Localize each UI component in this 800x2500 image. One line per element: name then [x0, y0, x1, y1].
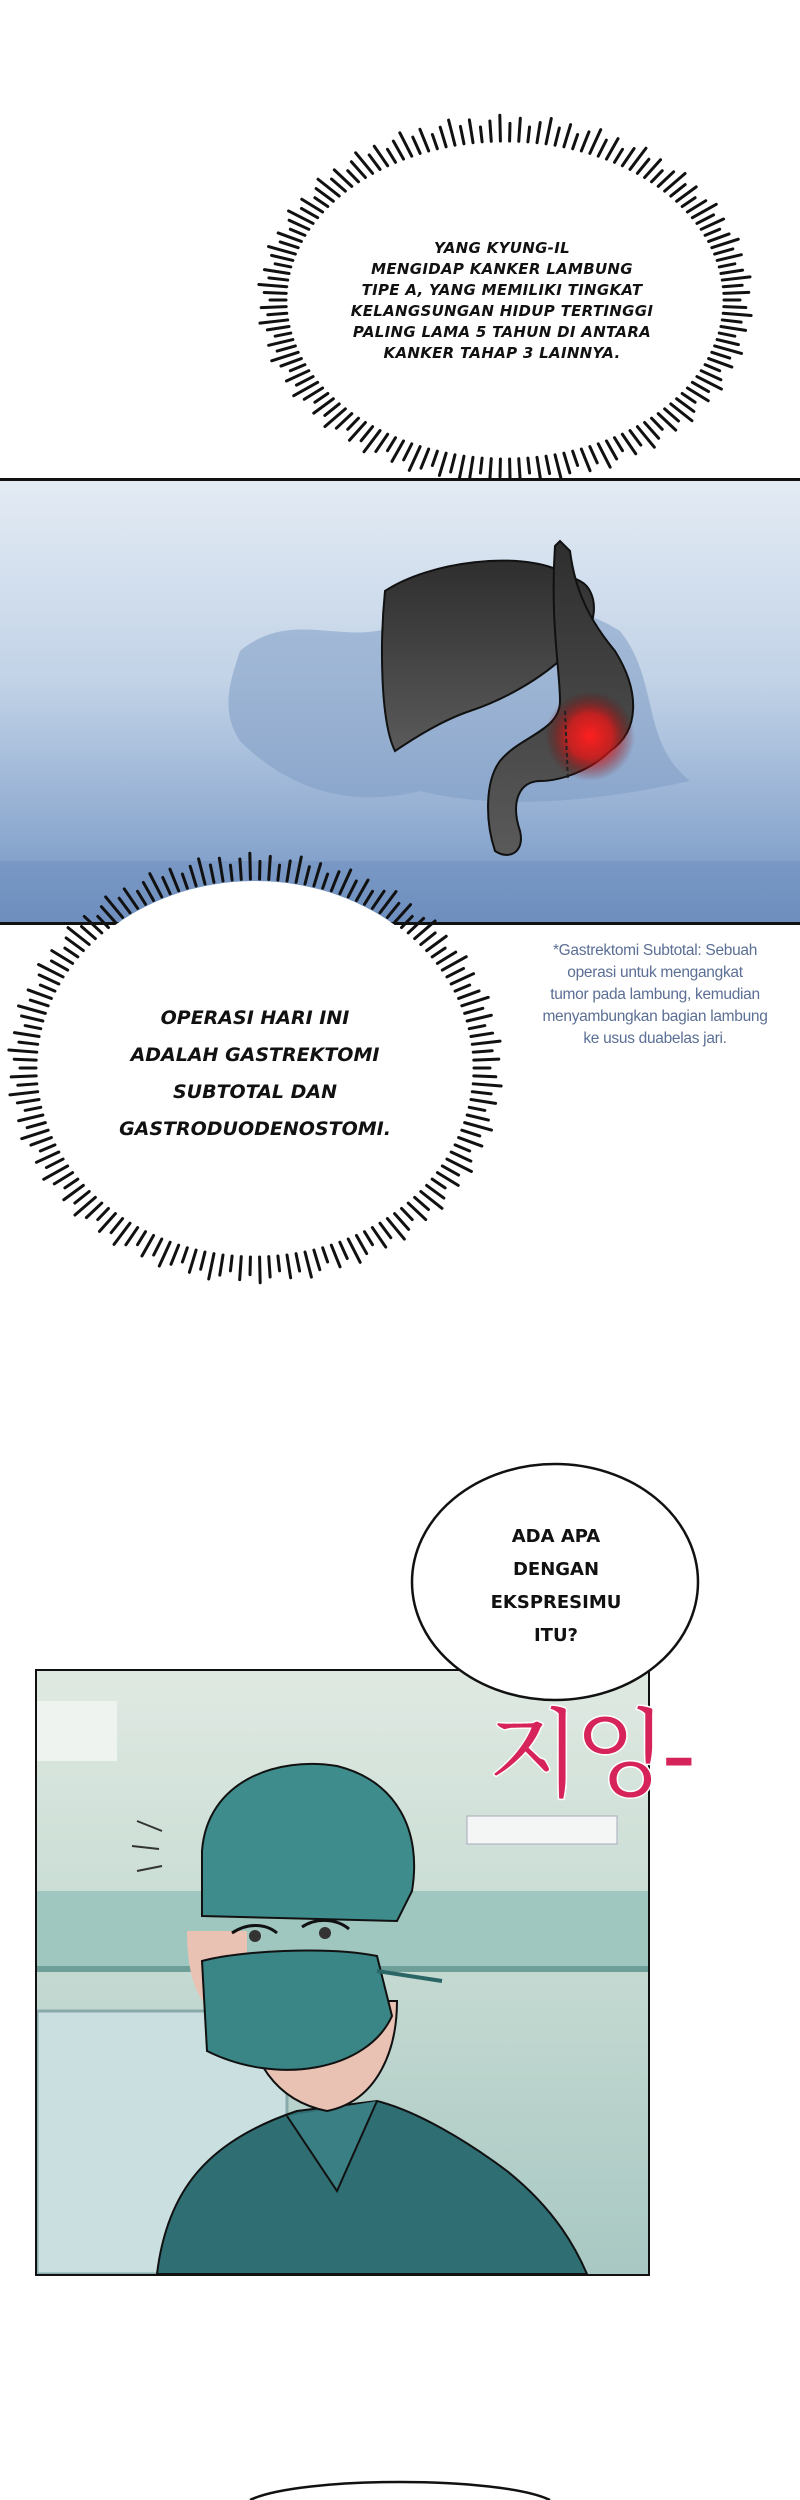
bubble-spike	[528, 458, 530, 473]
bubble-spike	[447, 968, 464, 977]
bubble-spike	[65, 948, 78, 957]
bubble-spike	[432, 451, 437, 465]
bubble-spike	[250, 853, 251, 879]
bubble-spike	[348, 171, 359, 182]
bubble-spike	[474, 1059, 499, 1060]
bubble-spike	[470, 457, 473, 477]
bubble-spike	[101, 907, 115, 923]
bubble-spike	[372, 891, 384, 908]
bubble-spike	[348, 418, 359, 429]
bubble-spike	[281, 359, 301, 367]
bubble-spike	[388, 149, 396, 162]
bubble-spike	[606, 139, 618, 159]
bubble-spike	[348, 881, 356, 897]
bubble-spike	[615, 149, 623, 162]
bubble-spike	[11, 1076, 36, 1077]
bubble-spike	[325, 404, 339, 416]
footnote-line: *Gastrektomi Subtotal: Sebuah	[552, 942, 758, 959]
footnote	[510, 940, 800, 1050]
bubble-spike	[240, 1257, 242, 1280]
bubble-spike	[331, 1245, 340, 1267]
bubble-spike	[564, 453, 570, 473]
bubble-spike	[14, 1059, 36, 1060]
bubble-spike	[472, 1092, 491, 1094]
bubble-spike	[9, 1050, 37, 1052]
partial-bubble-bottom	[230, 2472, 570, 2500]
bubble-spike	[459, 991, 479, 999]
bubble-spike	[474, 1076, 496, 1077]
bubble-spike	[546, 456, 550, 473]
bubble-spike	[652, 418, 663, 429]
bubble-spike	[138, 891, 146, 904]
bubble-spike	[717, 340, 738, 345]
bubble-spike	[230, 865, 232, 880]
bubble-spike	[66, 938, 83, 951]
bubble-spike	[163, 877, 170, 893]
bubble-spike	[275, 264, 291, 267]
bubble-spike	[356, 1235, 366, 1253]
bubble-spike	[546, 118, 551, 143]
bubble-spike	[51, 961, 67, 970]
bubble-spike	[451, 974, 473, 984]
bubble-spike	[30, 1000, 48, 1006]
bubble-spike	[28, 990, 51, 999]
bubble-spike	[86, 1203, 101, 1218]
bubble-spike	[432, 948, 445, 957]
speech-line: DENGAN	[512, 1559, 600, 1580]
bubble-spike	[287, 1255, 291, 1278]
bubble-spike	[75, 1191, 89, 1203]
bubble-spike	[480, 458, 482, 473]
bubble-spike	[555, 455, 561, 480]
bubble-spike	[682, 393, 695, 402]
narration-line: TIPE A, YANG MEMILIKI TINGKAT	[361, 281, 643, 299]
bubble-spike	[199, 859, 205, 884]
bubble-spike	[98, 1208, 109, 1219]
bubble-spike	[598, 140, 606, 156]
bubble-spike	[671, 185, 685, 197]
bubble-spike	[722, 320, 741, 322]
bubble-spike	[98, 916, 109, 927]
bubble-spike	[402, 1208, 413, 1219]
bubble-spike	[537, 123, 540, 143]
bubble-spike	[269, 278, 288, 280]
bubble-spike	[467, 1015, 491, 1021]
bubble-spike	[432, 1179, 445, 1188]
bubble-spike	[519, 459, 520, 479]
bubble-spike	[712, 352, 730, 358]
bubble-spike	[472, 1041, 500, 1044]
bubble-spike	[111, 1219, 122, 1233]
bubble-spike	[296, 377, 313, 386]
speech-line: EKSPRESIMU	[490, 1592, 622, 1613]
bubble-spike	[460, 126, 464, 143]
bubble-spike	[528, 127, 530, 142]
bubble-spike	[722, 277, 750, 280]
bubble-spike	[18, 1084, 37, 1085]
bubble-spike	[471, 1100, 496, 1104]
bubble-spike	[427, 1185, 444, 1198]
bubble-spike	[480, 127, 482, 142]
narration-line: MENGIDAP KANKER LAMBUNG	[371, 260, 633, 278]
bubble-spike	[22, 1130, 48, 1138]
bubble-spike	[705, 229, 720, 235]
bubble-spike	[189, 1250, 196, 1272]
bubble-spike	[22, 1016, 43, 1021]
bubble-spike	[421, 449, 429, 468]
bubble-spike	[465, 1008, 483, 1013]
bubble-spike	[10, 1092, 38, 1095]
bubble-spike	[182, 874, 187, 888]
bubble-spike	[581, 449, 590, 471]
bubble-spike	[260, 320, 288, 323]
bubble-spike	[519, 118, 521, 141]
bubble-spike	[315, 393, 328, 402]
bubble-spike	[314, 1250, 320, 1270]
bubble-spike	[27, 1123, 45, 1128]
narration-line: SUBTOTAL DAN	[173, 1081, 337, 1103]
bubble-spike	[296, 857, 301, 882]
bubble-spike	[17, 1100, 39, 1103]
bubble-spike	[240, 859, 241, 879]
bubble-spike	[332, 179, 346, 191]
bubble-spike	[432, 135, 437, 149]
bubble-spike	[723, 313, 751, 315]
bubble-spike	[182, 1248, 187, 1262]
bubble-spike	[437, 952, 455, 963]
bubble-spike	[314, 864, 321, 886]
bubble-spike	[630, 431, 641, 446]
narration-line: PALING LAMA 5 TAHUN DI ANTARA	[352, 323, 652, 341]
bubble-spike	[376, 434, 388, 451]
bubble-spike	[261, 307, 286, 308]
bubble-spike	[40, 985, 55, 991]
bubble-spike	[465, 1123, 492, 1130]
bubble-spike	[564, 125, 571, 147]
bubble-spike	[392, 441, 404, 461]
bubble-spike	[25, 1026, 41, 1029]
bubble-spike	[440, 127, 446, 147]
bubble-spike	[40, 1145, 55, 1151]
speech-line: ADA APA	[511, 1526, 601, 1547]
bubble-spike	[264, 292, 286, 293]
bubble-spike	[278, 865, 280, 880]
bubble-spike	[275, 333, 291, 336]
bubble-spike	[537, 457, 541, 480]
bubble-spike	[301, 208, 317, 217]
bubble-spike	[590, 447, 597, 463]
bubble-spike	[267, 327, 289, 330]
bubble-spike	[467, 1115, 488, 1120]
bubble-spike	[369, 155, 380, 170]
bubble-spike	[315, 198, 328, 207]
bubble-spike	[415, 1197, 429, 1209]
bubble-spike	[717, 255, 741, 261]
narration-line: ADALAH GASTREKTOMI	[130, 1044, 380, 1066]
bubble-spike	[606, 441, 616, 459]
bubble-spike	[408, 918, 423, 933]
narration-line: KELANGSUNGAN HIDUP TERTINGGI	[350, 302, 654, 320]
bubble-spike	[39, 975, 59, 984]
bubble-spike	[36, 1152, 58, 1162]
bubble-spike	[665, 409, 679, 421]
bubble-spike	[305, 1252, 311, 1277]
bubble-spike	[340, 1242, 347, 1258]
bubble-spike	[420, 129, 429, 151]
bubble-spike	[709, 234, 729, 242]
bubble-spike	[395, 1214, 409, 1230]
bubble-spike	[705, 365, 720, 371]
bubble-spike	[462, 1130, 480, 1136]
bubble-spike	[150, 874, 162, 897]
bubble-spike	[365, 1232, 373, 1245]
narration-line: KANKER TAHAP 3 LAINNYA.	[383, 344, 621, 362]
bubble-spike	[280, 242, 298, 248]
bubble-spike	[264, 270, 289, 274]
bubble-spike	[19, 1115, 43, 1121]
bubble-spike	[46, 1159, 63, 1168]
bubble-spike	[278, 1256, 280, 1271]
bubble-spike	[269, 1257, 270, 1277]
bubble-spike	[709, 359, 732, 368]
footnote-line: operasi untuk mengangkat	[567, 964, 743, 981]
bubble-spike	[331, 872, 339, 891]
bubble-spike	[721, 270, 743, 273]
bubble-spike	[323, 1248, 328, 1262]
bubble-spike	[712, 239, 738, 247]
bubble-spike	[19, 1006, 46, 1013]
bubble-spike	[455, 1145, 470, 1151]
bubble-spike	[230, 1256, 232, 1271]
bubble-spike	[296, 1254, 300, 1271]
bubble-spike	[622, 149, 634, 166]
bubble-spike	[269, 340, 293, 346]
bubble-spike	[701, 371, 721, 380]
bubble-spike	[573, 135, 578, 149]
bubble-spike	[387, 903, 398, 917]
bubble-spike	[469, 1026, 485, 1029]
bubble-spike	[462, 997, 488, 1005]
bubble-spike	[287, 861, 290, 881]
bubble-spike	[451, 1152, 471, 1161]
bubble-spike	[421, 933, 435, 945]
bubble-spike	[143, 882, 153, 900]
bubble-spike	[413, 137, 420, 153]
bubble-spike	[719, 264, 735, 267]
bubble-spike	[469, 1107, 485, 1110]
bubble-spike	[490, 121, 491, 141]
bubble-spike	[615, 438, 623, 451]
bubble-spike	[449, 120, 455, 145]
footnote-line: menyambungkan bagian lambung	[542, 1008, 768, 1025]
bubble-spike	[259, 285, 287, 287]
bubble-spike	[361, 427, 372, 441]
bubble-spike	[190, 866, 196, 886]
bubble-spike	[290, 365, 305, 371]
narration-1-text	[302, 238, 702, 364]
bubble-spike	[719, 333, 735, 336]
bubble-spike	[393, 141, 403, 159]
bubble-spike	[356, 880, 368, 900]
bubble-spike	[581, 132, 589, 151]
bubble-spike	[721, 327, 746, 331]
bubble-spike	[471, 1033, 493, 1036]
bubble-spike	[138, 1232, 146, 1245]
bubble-spike	[692, 382, 708, 391]
bubble-spike	[54, 1173, 72, 1184]
speech-text	[436, 1520, 676, 1652]
footnote-line: ke usus duabelas jari.	[583, 1030, 727, 1047]
bubble-spike	[171, 1245, 179, 1264]
bubble-spike	[210, 865, 214, 882]
bubble-spike	[451, 455, 455, 472]
bubble-spike	[170, 869, 179, 891]
sound-effect: 지잉-	[488, 1699, 691, 1811]
bubble-spike	[269, 856, 271, 879]
bubble-spike	[159, 1242, 170, 1266]
bubble-spike	[289, 220, 309, 229]
bubble-spike	[473, 1084, 501, 1086]
bubble-spike	[404, 444, 412, 460]
footnote-line: tumor pada lambung, kemudian	[550, 986, 760, 1003]
bubble-spike	[380, 1223, 391, 1238]
bubble-spike	[19, 1042, 38, 1044]
bubble-spike	[573, 451, 578, 465]
bubble-spike	[277, 346, 295, 351]
bubble-spike	[260, 1257, 261, 1283]
bubble-spike	[348, 1239, 360, 1262]
bubble-spike	[439, 453, 446, 475]
bubble-spike	[290, 229, 305, 235]
bubble-spike	[142, 1235, 154, 1255]
bubble-spike	[590, 130, 601, 154]
speech-line: ITU?	[533, 1625, 579, 1646]
bubble-spike	[154, 1239, 162, 1255]
bubble-spike	[201, 1252, 205, 1269]
bubble-spike	[724, 292, 749, 293]
bubble-spike	[555, 128, 559, 145]
bubble-spike	[652, 171, 663, 182]
bubble-spike	[724, 307, 746, 308]
bubble-spike	[82, 927, 96, 939]
bubble-spike	[25, 1107, 41, 1110]
bubble-spike	[723, 285, 742, 286]
bubble-spike	[402, 916, 413, 927]
bubble-spike	[269, 247, 296, 254]
bubble-spike	[268, 313, 287, 314]
bubble-spike	[126, 1228, 138, 1245]
bubble-spike	[409, 447, 420, 471]
bubble-spike	[31, 1138, 51, 1146]
bubble-spike	[469, 120, 473, 143]
bubble-spike	[305, 867, 309, 884]
bubble-spike	[219, 858, 223, 881]
bubble-spike	[119, 898, 130, 913]
bubble-spike	[220, 1255, 223, 1275]
narration-line: OPERASI HARI INI	[160, 1007, 350, 1029]
bubble-spike	[65, 1179, 78, 1188]
bubble-spike	[272, 255, 293, 260]
bubble-spike	[598, 444, 610, 467]
bubble-spike	[637, 159, 648, 173]
bubble-spike	[340, 870, 351, 894]
bubble-spike	[715, 249, 733, 254]
bubble-spike	[442, 1166, 458, 1175]
bubble-spike	[500, 115, 501, 141]
bubble-spike	[323, 874, 328, 888]
narration-line: GASTRODUODENOSTOMI.	[119, 1118, 391, 1140]
bubble-spike	[697, 215, 714, 224]
bubble-spike	[400, 133, 412, 156]
narration-line: YANG KYUNG-IL	[434, 239, 570, 257]
bubble-spike	[209, 1254, 214, 1279]
narration-2-text	[55, 1000, 455, 1148]
bubble-spike	[365, 891, 373, 904]
bubble-spike	[455, 985, 470, 991]
bubble-spike	[272, 352, 298, 360]
bubble-spike	[459, 1138, 482, 1147]
bubble-spike	[388, 438, 396, 451]
bubble-spike	[682, 198, 695, 207]
bubble-spike	[278, 233, 301, 242]
bubble-spike	[715, 346, 742, 353]
bubble-spike	[14, 1033, 39, 1037]
bubble-spike	[473, 1051, 492, 1052]
